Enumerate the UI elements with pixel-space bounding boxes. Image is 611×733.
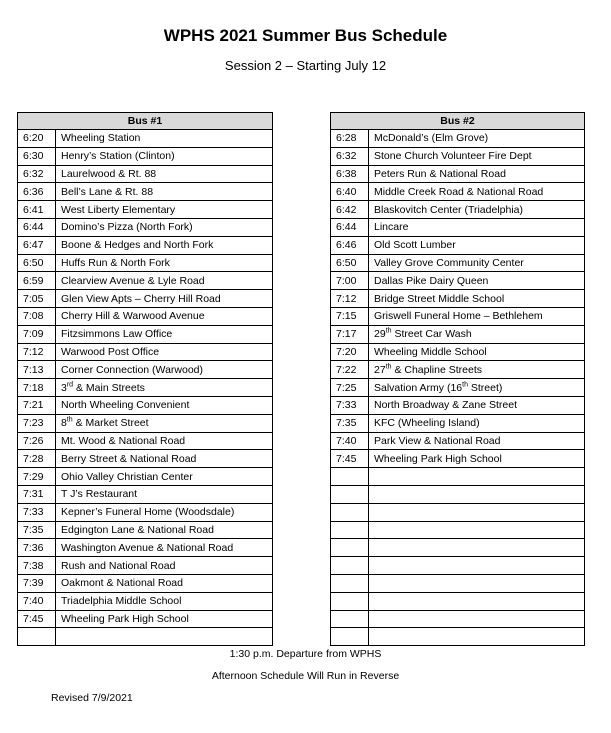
table-row: [18, 218, 273, 236]
table-row: [18, 201, 273, 219]
stop-name: Middle Creek Road & National Road: [369, 183, 585, 201]
stop-name: Dallas Pike Dairy Queen: [369, 272, 585, 290]
stop-time: 7:33: [18, 503, 56, 521]
stop-time: 7:18: [18, 379, 56, 397]
stop-time: 6:40: [331, 183, 369, 201]
stop-time: 7:28: [18, 450, 56, 468]
table-row: [18, 290, 273, 308]
stop-time: 7:15: [331, 307, 369, 325]
stop-time: 7:33: [331, 396, 369, 414]
stop-time: [331, 574, 369, 592]
table-row: [18, 485, 273, 503]
stop-name: Oakmont & National Road: [56, 574, 273, 592]
stop-time: 6:59: [18, 272, 56, 290]
stop-name: [369, 485, 585, 503]
stop-time: 7:40: [331, 432, 369, 450]
stop-time: 6:42: [331, 201, 369, 219]
stop-time: 6:30: [18, 147, 56, 165]
stop-name: Peters Run & National Road: [369, 165, 585, 183]
table-row: [18, 503, 273, 521]
table-row: [331, 450, 585, 468]
table-row: [18, 254, 273, 272]
table-header-row: [331, 113, 585, 130]
stop-time: [331, 521, 369, 539]
stop-name: Domino’s Pizza (North Fork): [56, 218, 273, 236]
table-row: [331, 236, 585, 254]
stop-time: 7:25: [331, 379, 369, 397]
stop-time: [331, 610, 369, 628]
stop-time: [18, 628, 56, 646]
stop-name: KFC (Wheeling Island): [369, 414, 585, 432]
table-row: [331, 539, 585, 557]
table-row: [18, 307, 273, 325]
table-row: [331, 290, 585, 308]
stop-name: [56, 379, 273, 397]
stop-time: 7:12: [331, 290, 369, 308]
table-row: [331, 325, 585, 343]
stop-name: Lincare: [369, 218, 585, 236]
table-row: [18, 183, 273, 201]
table-row: [331, 396, 585, 414]
stop-name: [369, 610, 585, 628]
stop-name: Rush and National Road: [56, 557, 273, 575]
stop-time: 6:44: [18, 218, 56, 236]
stop-name: Wheeling Station: [56, 130, 273, 148]
table-row: [18, 396, 273, 414]
stop-name: Wheeling Park High School: [56, 610, 273, 628]
stop-name: Mt. Wood & National Road: [56, 432, 273, 450]
stop-name-text: & Market Street: [72, 417, 149, 430]
stop-time: 7:35: [331, 414, 369, 432]
ordinal-suffix: rd: [66, 381, 74, 389]
stop-time: 7:39: [18, 574, 56, 592]
table-row: [18, 628, 273, 646]
stop-name-text: 27: [374, 363, 386, 376]
table-row: [331, 147, 585, 165]
table-row: [18, 130, 273, 148]
stop-time: 7:26: [18, 432, 56, 450]
stop-name: Blaskovitch Center (Triadelphia): [369, 201, 585, 219]
stop-name: Griswell Funeral Home – Bethlehem: [369, 307, 585, 325]
stop-name: Warwood Post Office: [56, 343, 273, 361]
stop-name: Cherry Hill & Warwood Avenue: [56, 307, 273, 325]
stop-time: 7:35: [18, 521, 56, 539]
table-row: [331, 628, 585, 646]
table-row: [18, 450, 273, 468]
table-row: [18, 521, 273, 539]
stop-time: 7:08: [18, 307, 56, 325]
table-row: [331, 574, 585, 592]
revised-date: Revised 7/9/2021: [51, 692, 133, 704]
stop-name-text: Salvation Army (16: [374, 381, 463, 394]
stop-time: 7:21: [18, 396, 56, 414]
table-row: [18, 147, 273, 165]
stop-time: [331, 628, 369, 646]
stop-name: Huffs Run & North Fork: [56, 254, 273, 272]
table-row: [331, 183, 585, 201]
table-row: [331, 218, 585, 236]
stop-name: [369, 521, 585, 539]
stop-time: 6:44: [331, 218, 369, 236]
stop-time: 6:38: [331, 165, 369, 183]
stop-name: [56, 414, 273, 432]
stop-name-text: & Chapline Streets: [391, 363, 482, 376]
table-row: [331, 610, 585, 628]
stop-name: North Wheeling Convenient: [56, 396, 273, 414]
table-row: [18, 574, 273, 592]
bus-1-header: Bus #1: [18, 113, 273, 130]
ordinal-suffix: th: [66, 416, 73, 424]
table-row: [18, 432, 273, 450]
stop-time: 6:41: [18, 201, 56, 219]
stop-name: [369, 325, 585, 343]
table-row: [18, 343, 273, 361]
stop-time: [331, 468, 369, 486]
stop-time: 7:12: [18, 343, 56, 361]
stop-time: 7:00: [331, 272, 369, 290]
bus-2-header: Bus #2: [331, 113, 585, 130]
stop-time: 7:17: [331, 325, 369, 343]
stop-time: 6:50: [18, 254, 56, 272]
stop-time: 7:45: [18, 610, 56, 628]
stop-time: 7:20: [331, 343, 369, 361]
table-row: [18, 610, 273, 628]
stop-name-text: 29: [374, 328, 386, 341]
table-row: [18, 539, 273, 557]
stop-time: 7:23: [18, 414, 56, 432]
bus-1-schedule-table: [17, 112, 273, 646]
stop-name: [369, 539, 585, 557]
table-row: [331, 254, 585, 272]
table-row: [331, 307, 585, 325]
stop-name-text: 3: [61, 381, 67, 394]
stop-name: [369, 557, 585, 575]
stop-time: 7:22: [331, 361, 369, 379]
table-row: [18, 557, 273, 575]
table-row: [331, 468, 585, 486]
stop-time: [331, 592, 369, 610]
stop-time: 6:32: [18, 165, 56, 183]
stop-time: 6:28: [331, 130, 369, 148]
page-subtitle: Session 2 – Starting July 12: [224, 58, 387, 73]
stop-time: 7:05: [18, 290, 56, 308]
stop-name: [369, 574, 585, 592]
stop-time: 7:36: [18, 539, 56, 557]
stop-name: Triadelphia Middle School: [56, 592, 273, 610]
stop-time: [331, 485, 369, 503]
table-row: [18, 361, 273, 379]
stop-name: Ohio Valley Christian Center: [56, 468, 273, 486]
stop-time: 7:29: [18, 468, 56, 486]
table-row: [331, 503, 585, 521]
stop-name: [369, 503, 585, 521]
departure-note: 1:30 p.m. Departure from WPHS: [229, 648, 382, 660]
stop-name: Old Scott Lumber: [369, 236, 585, 254]
table-row: [18, 165, 273, 183]
stop-time: 7:31: [18, 485, 56, 503]
table-row: [331, 361, 585, 379]
stop-time: 7:40: [18, 592, 56, 610]
stop-time: 7:38: [18, 557, 56, 575]
page-title: WPHS 2021 Summer Bus Schedule: [163, 26, 448, 45]
table-row: [331, 379, 585, 397]
stop-name: [369, 592, 585, 610]
afternoon-note: Afternoon Schedule Will Run in Reverse: [211, 670, 400, 682]
stop-name-text: 8: [61, 417, 67, 430]
stop-name: Washington Avenue & National Road: [56, 539, 273, 557]
table-row: [18, 468, 273, 486]
table-row: [18, 379, 273, 397]
stop-name-text: Street Car Wash: [391, 328, 472, 341]
stop-name: T J’s Restaurant: [56, 485, 273, 503]
stop-name: Kepner’s Funeral Home (Woodsdale): [56, 503, 273, 521]
table-row: [18, 236, 273, 254]
stop-name: Henry’s Station (Clinton): [56, 147, 273, 165]
stop-time: 6:50: [331, 254, 369, 272]
stop-name: North Broadway & Zane Street: [369, 396, 585, 414]
stop-name: Valley Grove Community Center: [369, 254, 585, 272]
stop-time: 6:36: [18, 183, 56, 201]
table-row: [331, 272, 585, 290]
stop-time: [331, 503, 369, 521]
bus-2-schedule-table: [330, 112, 585, 646]
stop-time: 6:20: [18, 130, 56, 148]
ordinal-suffix: th: [462, 381, 468, 389]
table-row: [331, 557, 585, 575]
table-row: [331, 201, 585, 219]
stop-name: McDonald’s (Elm Grove): [369, 130, 585, 148]
table-row: [331, 521, 585, 539]
stop-name: Berry Street & National Road: [56, 450, 273, 468]
table-row: [331, 592, 585, 610]
stop-name: Bell’s Lane & Rt. 88: [56, 183, 273, 201]
table-row: [331, 432, 585, 450]
stop-name: Fitzsimmons Law Office: [56, 325, 273, 343]
table-row: [331, 485, 585, 503]
stop-time: 6:47: [18, 236, 56, 254]
stop-name: Bridge Street Middle School: [369, 290, 585, 308]
table-row: [331, 130, 585, 148]
stop-name: [369, 628, 585, 646]
stop-time: 6:46: [331, 236, 369, 254]
stop-name: Glen View Apts – Cherry Hill Road: [56, 290, 273, 308]
table-row: [18, 272, 273, 290]
stop-time: [331, 539, 369, 557]
stop-name: Stone Church Volunteer Fire Dept: [369, 147, 585, 165]
stop-name: [369, 379, 585, 397]
table-row: [18, 592, 273, 610]
stop-name: Clearview Avenue & Lyle Road: [56, 272, 273, 290]
stop-time: 6:32: [331, 147, 369, 165]
stop-time: 7:09: [18, 325, 56, 343]
stop-time: 7:13: [18, 361, 56, 379]
stop-name: Laurelwood & Rt. 88: [56, 165, 273, 183]
table-row: [18, 325, 273, 343]
stop-name: Boone & Hedges and North Fork: [56, 236, 273, 254]
stop-name: Wheeling Middle School: [369, 343, 585, 361]
stop-time: 7:45: [331, 450, 369, 468]
ordinal-suffix: th: [385, 327, 392, 335]
stop-name: Park View & National Road: [369, 432, 585, 450]
stop-time: [331, 557, 369, 575]
stop-name-text: & Main Streets: [73, 381, 145, 394]
stop-name: [369, 361, 585, 379]
table-row: [331, 165, 585, 183]
stop-name: [56, 628, 273, 646]
table-row: [331, 414, 585, 432]
stop-name: Wheeling Park High School: [369, 450, 585, 468]
stop-name: [369, 468, 585, 486]
table-row: [18, 414, 273, 432]
table-header-row: [18, 113, 273, 130]
stop-name: West Liberty Elementary: [56, 201, 273, 219]
stop-name: Corner Connection (Warwood): [56, 361, 273, 379]
ordinal-suffix: th: [385, 363, 392, 371]
stop-name: Edgington Lane & National Road: [56, 521, 273, 539]
table-row: [331, 343, 585, 361]
stop-name-text: Street): [467, 381, 503, 394]
